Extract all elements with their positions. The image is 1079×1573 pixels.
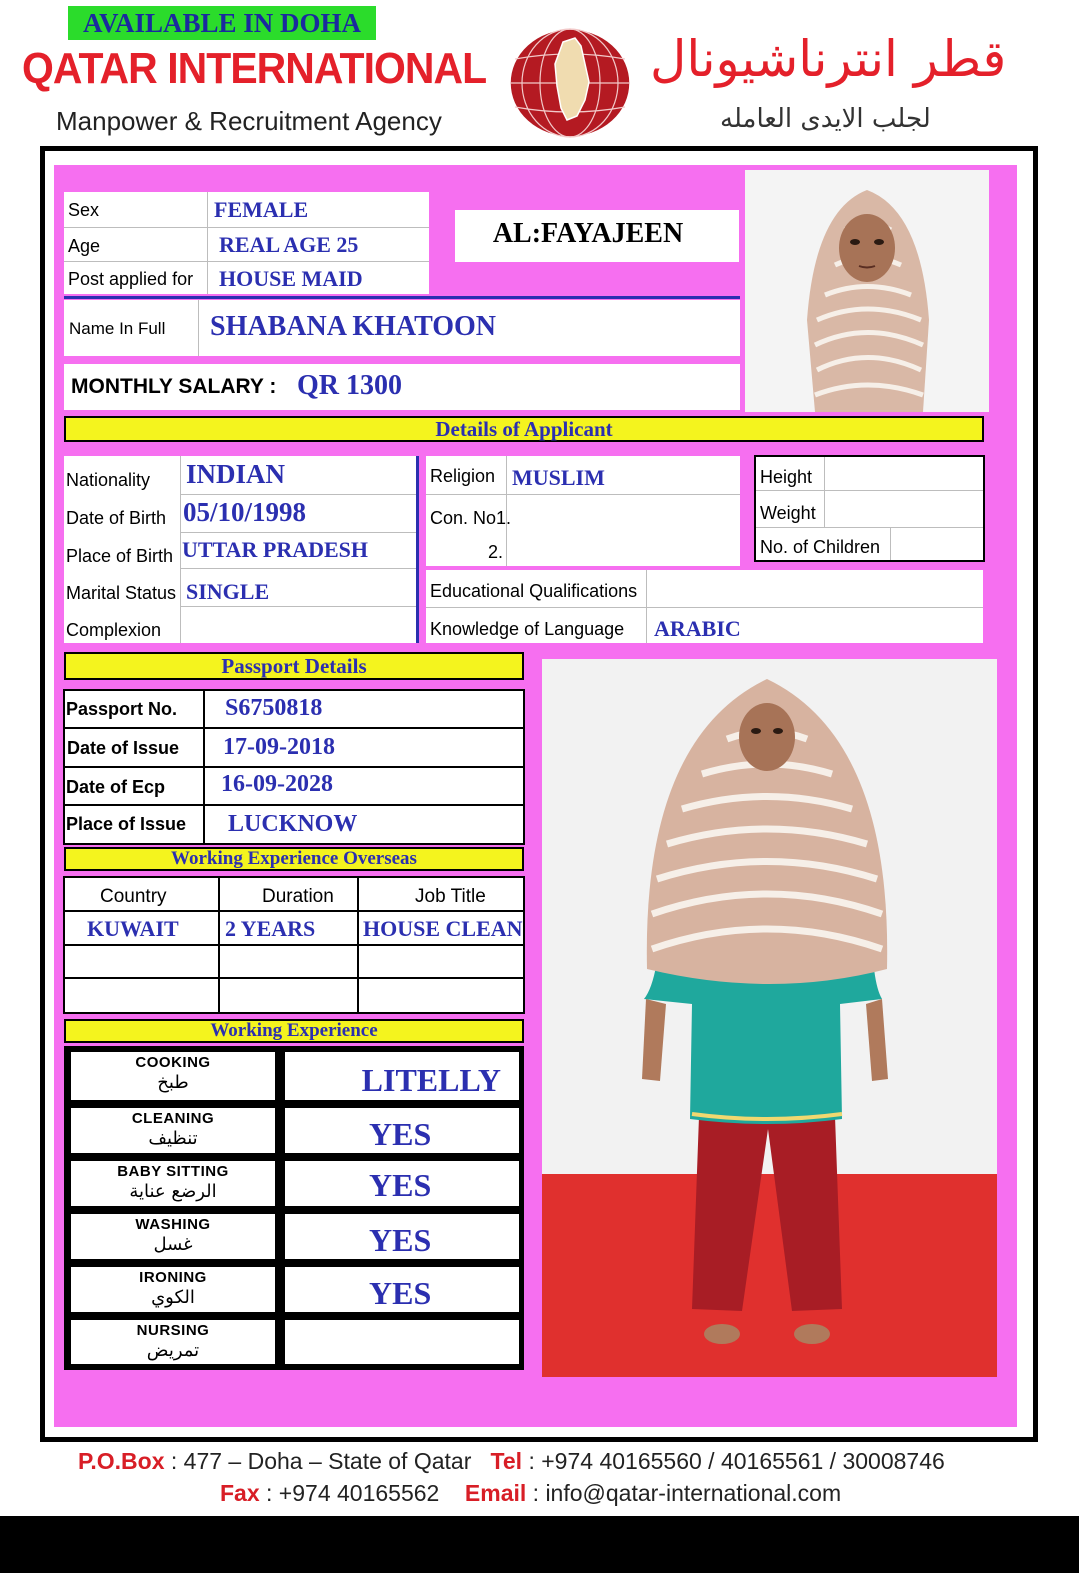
salary-value: QR 1300 (297, 370, 402, 401)
skill-washing-value: YES (282, 1211, 522, 1262)
skill-cleaning-label: CLEANING تنظيف (68, 1105, 278, 1156)
nationality-value: INDIAN (186, 459, 286, 489)
overseas-country: KUWAIT (87, 916, 179, 941)
marital-label: Marital Status (66, 583, 177, 603)
bottom-bar (0, 1516, 1079, 1573)
expiry-date-label: Date of Ecp (66, 777, 166, 797)
footer-address-line (78, 1448, 945, 1475)
skills-header: Working Experience (64, 1019, 524, 1043)
children-label: No. of Children (760, 537, 881, 557)
skill-babysitting-value: YES (282, 1158, 522, 1209)
passport-no-label: Passport No. (66, 699, 178, 719)
issue-place-value: LUCKNOW (228, 811, 358, 837)
col-country: Country (100, 886, 167, 907)
email-label: Email (464, 1480, 527, 1506)
post-value: HOUSE MAID (219, 266, 363, 291)
overseas-job-title: HOUSE CLEAN (363, 916, 523, 941)
height-label: Height (760, 467, 813, 487)
religion-value: MUSLIM (512, 465, 605, 490)
availability-banner: AVAILABLE IN DOHA (68, 6, 376, 40)
portrait-photo (745, 170, 989, 412)
footer-contact-line (220, 1480, 841, 1507)
age-label: Age (68, 236, 101, 256)
language-label: Knowledge of Language (430, 619, 625, 639)
col-job-title: Job Title (415, 886, 486, 907)
overseas-duration: 2 YEARS (225, 916, 316, 941)
issue-place-label: Place of Issue (66, 814, 187, 834)
issue-date-label: Date of Issue (67, 738, 180, 758)
skill-washing-label: WASHING غسل (68, 1211, 278, 1262)
age-value: REAL AGE 25 (219, 232, 359, 257)
sex-value: FEMALE (214, 197, 309, 222)
agency-code: AL:FAYAJEEN (492, 218, 684, 249)
col-duration: Duration (262, 886, 334, 907)
fax-label: Fax (220, 1480, 260, 1506)
full-length-photo (542, 659, 997, 1377)
pob-label: Place of Birth (66, 546, 174, 566)
dob-label: Date of Birth (66, 508, 167, 528)
skill-cleaning-value: YES (282, 1105, 522, 1156)
education-label: Educational Qualifications (430, 581, 638, 601)
marital-value: SINGLE (186, 579, 270, 604)
issue-date-value: 17-09-2018 (223, 734, 335, 760)
skill-cooking-label: COOKING طبخ (68, 1049, 278, 1103)
skill-cooking-value: LITELLY (282, 1049, 522, 1103)
details-header: Details of Applicant (64, 416, 984, 442)
pob-value: UTTAR PRADESH (182, 537, 369, 562)
sex-label: Sex (68, 200, 100, 220)
agency-name: QATAR INTERNATIONAL (22, 44, 487, 93)
passport-no-value: S6750818 (225, 695, 323, 721)
dob-value: 05/10/1998 (183, 497, 307, 527)
skill-babysitting-label: BABY SITTING الرضع عناية (68, 1158, 278, 1209)
language-value: ARABIC (654, 616, 741, 641)
email-value[interactable]: : info@qatar-international.com (532, 1480, 842, 1506)
agency-name-arabic: قطر انترناشيونال (650, 30, 1007, 88)
contact1-label: Con. No1. (430, 508, 512, 528)
overseas-header: Working Experience Overseas (64, 847, 524, 871)
expiry-date-value: 16-09-2028 (221, 771, 333, 797)
skill-ironing-value: YES (282, 1264, 522, 1315)
weight-label: Weight (760, 503, 816, 523)
skill-ironing-label: IRONING الكوي (68, 1264, 278, 1315)
complexion-label: Complexion (66, 620, 162, 640)
pobox-label: P.O.Box (78, 1448, 165, 1474)
passport-header: Passport Details (64, 652, 524, 680)
skill-nursing-value (282, 1317, 522, 1367)
agency-subtitle: Manpower & Recruitment Agency (56, 106, 442, 136)
portrait-photo-illustration (745, 170, 989, 412)
fax-value: : +974 40165562 (266, 1480, 440, 1506)
contact2-label: 2. (488, 542, 504, 562)
post-label: Post applied for (68, 269, 194, 289)
full-length-photo-illustration (542, 659, 997, 1377)
religion-label: Religion (430, 466, 496, 486)
divider (64, 296, 740, 299)
globe-logo-icon (505, 24, 635, 142)
nationality-label: Nationality (66, 470, 151, 490)
salary-label: MONTHLY SALARY : (71, 375, 277, 398)
pobox-value: : 477 – Doha – State of Qatar (170, 1448, 472, 1474)
tel-label: Tel (490, 1448, 523, 1474)
skill-nursing-label: NURSING تمريض (68, 1317, 278, 1367)
agency-subtitle-arabic: لجلب الايدى العامله (720, 104, 931, 134)
tel-value: : +974 40165560 / 40165561 / 30008746 (528, 1448, 945, 1474)
name-label: Name In Full (69, 319, 166, 338)
full-name: SHABANA KHATOON (210, 311, 497, 342)
